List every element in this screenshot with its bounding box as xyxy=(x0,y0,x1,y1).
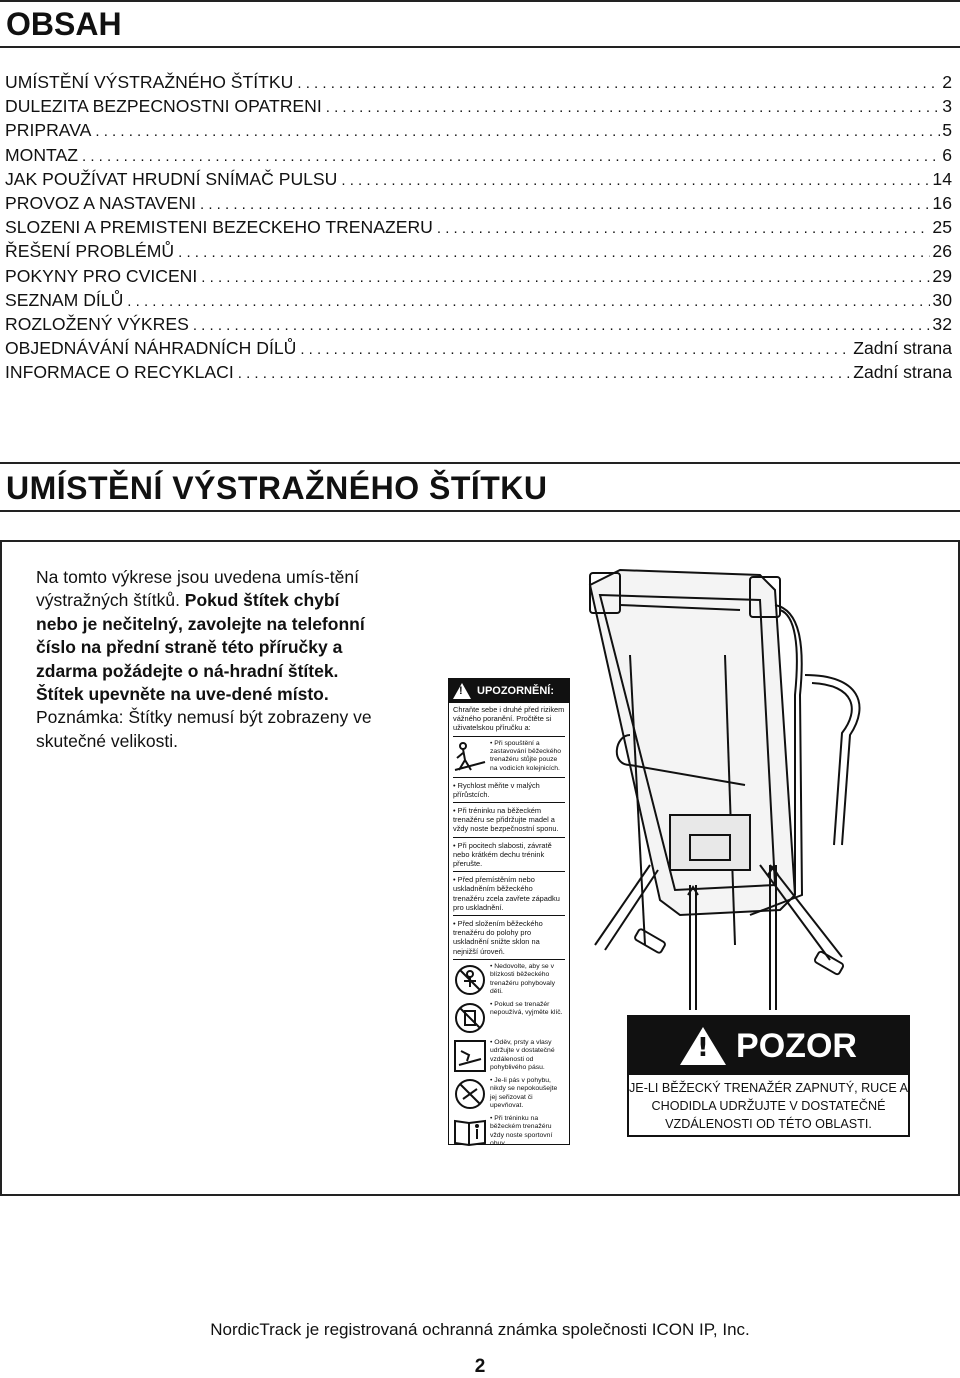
toc-entry[interactable] xyxy=(5,72,952,96)
warning-label-large-title: POZOR xyxy=(736,1026,857,1065)
toc-leader-dots xyxy=(437,220,931,237)
toc-leader-dots xyxy=(297,75,940,92)
intro-bold-text: Pokud štítek chybí nebo je nečitelný, zavolejte na telefonní číslo na přední straně této příručky a zdarma požádejte o ná-hradní štítek. Štítek upevněte na uve-dené místo. xyxy=(36,590,365,705)
divider xyxy=(453,871,565,872)
warning-label-small-item xyxy=(449,961,569,999)
warning-label-small-text: • Oděv, prsty a vlasy udržujte v dostatečné vzdálenosti od pohyblivého pásu. xyxy=(490,1038,555,1072)
toc-entry-page: 5 xyxy=(942,120,952,141)
toc-title: OBSAH xyxy=(0,0,960,48)
toc-entry[interactable] xyxy=(5,145,952,169)
warning-label-small-item xyxy=(449,1113,569,1151)
toc-entry-page: Zadní strana xyxy=(853,338,952,359)
toc-entry-page: 2 xyxy=(942,72,952,92)
warning-label-small-text: • Při tréninku na běžeckém trenažéru se přidržujte madel a vždy noste bezpečnostní sponu. xyxy=(453,806,559,834)
warning-label-small xyxy=(448,678,570,1148)
warning-label-small-text: • Před složením běžeckého trenažéru do polohy pro uskladnění snižte sklon na nejnižší úroveň. xyxy=(453,919,543,956)
warning-label-large-header xyxy=(629,1017,908,1075)
toc-entry[interactable] xyxy=(5,217,952,241)
toc-entry-label: PROVOZ A NASTAVENI xyxy=(5,192,196,213)
warning-label-small-text: • Před přemístěním nebo uskladněním běžeckého trenažéru zcela zavřete západku pro uskladnění. xyxy=(453,875,560,912)
warning-section-title: UMÍSTĚNÍ VÝSTRAŽNÉHO ŠTÍTKU xyxy=(0,462,960,512)
toc-entry-page: 32 xyxy=(932,313,952,334)
warning-triangle-icon xyxy=(680,1027,726,1065)
toc-entry-page: 25 xyxy=(932,217,952,238)
toc-entry-label: SEZNAM DÍLŮ xyxy=(5,289,124,310)
toc-entry-label: ŘEŠENÍ PROBLÉMŮ xyxy=(5,241,175,262)
toc-leader-dots xyxy=(178,244,930,261)
warning-label-small-text: • Pokud se trenažér nepoužívá, vyjměte klíč. xyxy=(490,1000,563,1017)
intro-note: Poznámka: Štítky nemusí být zobrazeny ve skutečné velikosti. xyxy=(36,707,372,751)
remove-key-icon xyxy=(453,1001,487,1035)
table-of-contents xyxy=(5,72,952,386)
toc-entry[interactable] xyxy=(5,290,952,314)
warning-label-small-header xyxy=(449,679,569,703)
warning-label-small-text: • Nedovolte, aby se v blízkosti běžeckého trenažéru pohybovaly děti. xyxy=(490,962,555,996)
toc-entry-page: Zadní strana xyxy=(853,362,952,383)
toc-entry-page: 3 xyxy=(942,96,952,117)
toc-entry-label: ROZLOŽENÝ VÝKRES xyxy=(5,313,189,334)
toc-entry-page: 26 xyxy=(932,241,952,262)
page-number: 2 xyxy=(474,1356,486,1377)
warning-label-small-item xyxy=(449,738,569,776)
toc-leader-dots xyxy=(95,123,940,140)
warning-label-small-text: • Rychlost měňte v malých přírůstcích. xyxy=(453,780,540,799)
warning-label-small-title: UPOZORNĚNÍ: xyxy=(477,685,554,697)
divider xyxy=(453,837,565,838)
warning-label-small-text: • Při spouštění a zastavování běžeckého trenažéru stůjte pouze na vodicích kolejnicích. xyxy=(490,739,562,772)
toc-entry-page: 16 xyxy=(932,192,952,213)
toc-leader-dots xyxy=(300,341,851,358)
toc-entry-page: 29 xyxy=(932,265,952,286)
intro-paragraph xyxy=(36,566,376,753)
divider xyxy=(453,915,565,916)
divider xyxy=(453,959,565,960)
toc-leader-dots xyxy=(341,172,930,189)
warning-label-small-text: • Je-li pás v pohybu, nikdy se nepokoušejte jej seřizovat či upevňovat. xyxy=(490,1076,558,1110)
toc-leader-dots xyxy=(127,293,930,310)
toc-entry-page: 6 xyxy=(942,144,952,165)
toc-entry[interactable] xyxy=(5,314,952,338)
warning-triangle-icon xyxy=(453,683,471,699)
toc-entry-label: SLOZENI A PREMISTENI BEZECKEHO TRENAZERU xyxy=(5,217,433,238)
toc-entry-label: DULEZITA BEZPECNOSTNI OPATRENI xyxy=(5,96,322,117)
toc-entry[interactable] xyxy=(5,338,952,362)
no-adjust-icon xyxy=(453,1077,487,1111)
toc-entry-label: UMÍSTĚNÍ VÝSTRAŽNÉHO ŠTÍTKU xyxy=(5,72,294,92)
divider xyxy=(453,802,565,803)
toc-entry[interactable] xyxy=(5,96,952,120)
toc-entry[interactable] xyxy=(5,266,952,290)
trademark-note: NordicTrack je registrovaná ochranná známka společnosti ICON IP, Inc. xyxy=(210,1320,750,1339)
toc-entry-page: 30 xyxy=(932,289,952,310)
toc-entry-label: MONTAZ xyxy=(5,144,78,165)
toc-entry-label: OBJEDNÁVÁNÍ NÁHRADNÍCH DÍLŮ xyxy=(5,338,297,359)
divider xyxy=(453,777,565,778)
toc-entry[interactable] xyxy=(5,120,952,144)
toc-entry[interactable] xyxy=(5,169,952,193)
warning-label-small-text: • Při pocitech slabosti, závratě nebo krátkém dechu trénink přerušte. xyxy=(453,840,552,869)
toc-entry-label: PRIPRAVA xyxy=(5,120,92,141)
foot-rails-icon xyxy=(453,740,487,774)
toc-leader-dots xyxy=(82,148,940,165)
toc-leader-dots xyxy=(326,99,940,116)
hand-pinch-icon xyxy=(453,1039,487,1073)
warning-label-large xyxy=(627,1015,910,1137)
warning-label-small-item xyxy=(449,999,569,1037)
toc-leader-dots xyxy=(201,269,930,286)
toc-leader-dots xyxy=(200,196,930,213)
toc-entry[interactable] xyxy=(5,362,952,386)
toc-entry[interactable] xyxy=(5,241,952,265)
warning-label-large-text: JE-LI BĚŽECKÝ TRENAŽÉR ZAPNUTÝ, RUCE A CHODIDLA UDRŽUJTE V DOSTATEČNÉ VZDÁLENOSTI OD TÉTO OBLASTI. xyxy=(629,1081,908,1131)
toc-entry-label: POKYNY PRO CVICENI xyxy=(5,265,198,286)
warning-label-small-item xyxy=(449,1037,569,1075)
toc-entry-label: JAK POUŽÍVAT HRUDNÍ SNÍMAČ PULSU xyxy=(5,168,338,189)
manual-info-icon xyxy=(453,1115,487,1149)
treadmill-drawing xyxy=(570,565,900,1015)
toc-entry-label: INFORMACE O RECYKLACI xyxy=(5,362,234,383)
toc-leader-dots xyxy=(238,365,851,382)
toc-leader-dots xyxy=(193,317,931,334)
divider xyxy=(453,736,565,737)
warning-label-small-item xyxy=(449,1075,569,1113)
intro-text: Na tomto výkrese jsou uvedena umís-tění výstražných štítků. xyxy=(36,567,359,611)
warning-label-small-intro: Chraňte sebe i druhé před rizikem vážného poranění. Pročtěte si uživatelskou příručku a: xyxy=(453,705,565,733)
toc-entry-page: 14 xyxy=(932,168,952,189)
no-children-icon xyxy=(453,963,487,997)
toc-entry[interactable] xyxy=(5,193,952,217)
warning-label-small-text: • Při tréninku na běžeckém trenažéru vždy noste sportovní obuv. xyxy=(490,1114,553,1148)
